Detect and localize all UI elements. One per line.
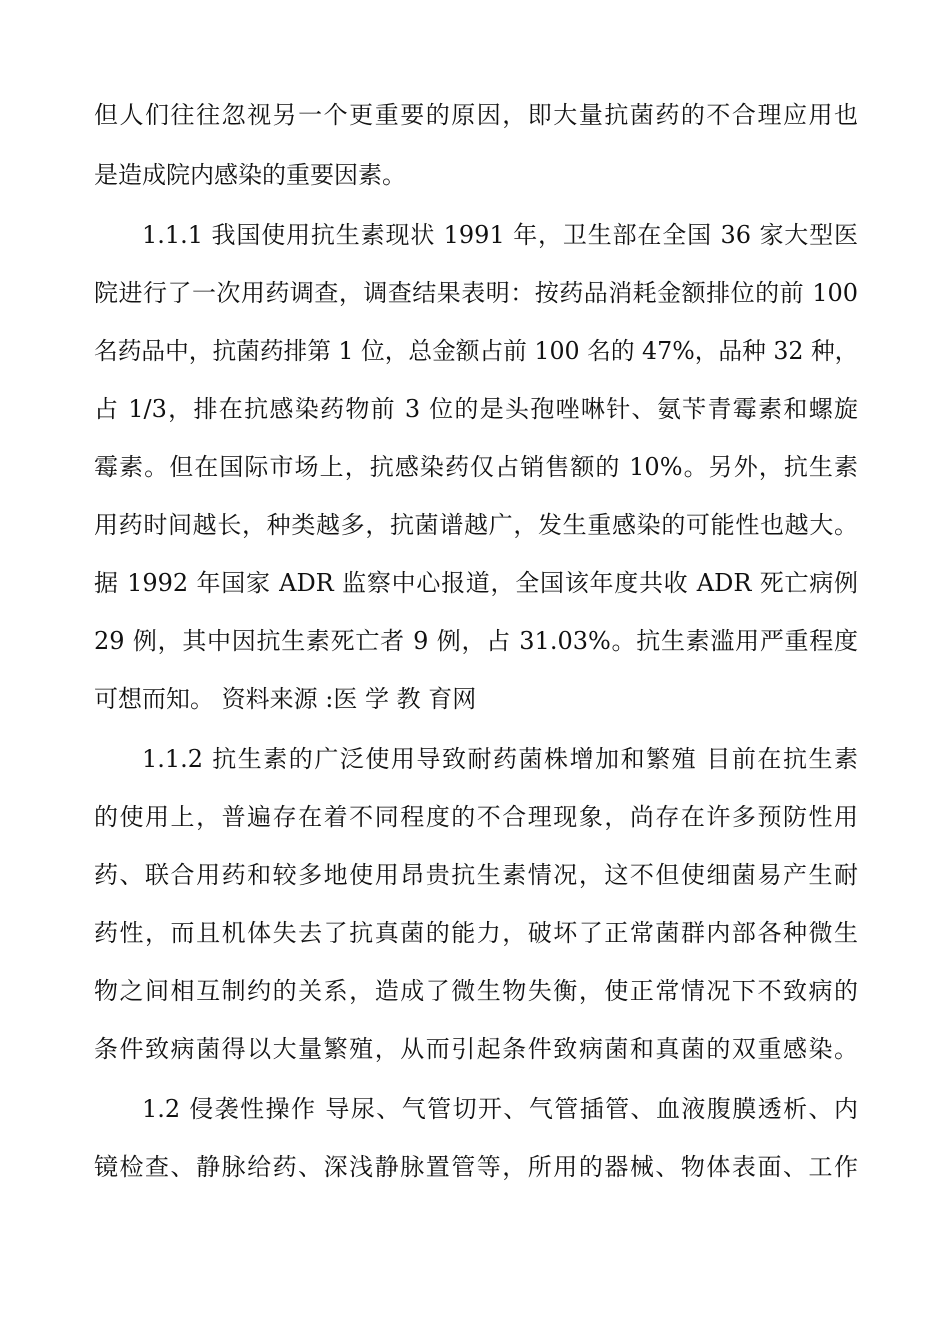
text-line: 条件致病菌得以大量繁殖，从而引起条件致病菌和真菌的双重感染。 (94, 1035, 858, 1063)
section-heading-1-1-1: 1.1.1 我国使用抗生素现状 1991 年，卫生部在全国 36 家大型医 (142, 221, 858, 249)
text-line: 物之间相互制约的关系，造成了微生物失衡，使正常情况下不致病的 (94, 977, 858, 1005)
text-line: 药、联合用药和较多地使用昂贵抗生素情况，这不但使细菌易产生耐 (94, 861, 858, 889)
text-line: 名药品中，抗菌药排第 1 位，总金额占前 100 名的 47%，品种 32 种， (94, 337, 859, 365)
section-heading-1-1-2: 1.1.2 抗生素的广泛使用导致耐药菌株增加和繁殖 目前在抗生素 (142, 745, 858, 773)
text-line: 占 1/3，排在抗感染药物前 3 位的是头孢唑啉针、氨苄青霉素和螺旋 (94, 395, 858, 423)
text-line: 镜检查、静脉给药、深浅静脉置管等，所用的器械、物体表面、工作 (94, 1153, 858, 1181)
text-line: 据 1992 年国家 ADR 监察中心报道，全国该年度共收 ADR 死亡病例 (94, 569, 858, 597)
text-line: 霉素。但在国际市场上，抗感染药仅占销售额的 10%。另外，抗生素 (94, 453, 858, 481)
text-line: 的使用上，普遍存在着不同程度的不合理现象，尚存在许多预防性用 (94, 803, 858, 831)
text-line: 药性，而且机体失去了抗真菌的能力，破坏了正常菌群内部各种微生 (94, 919, 858, 947)
source-note: 可想而知。 资料来源 :医 学 教 育网 (94, 685, 477, 713)
text-line: 但人们往往忽视另一个更重要的原因，即大量抗菌药的不合理应用也 (94, 101, 858, 129)
text-line: 用药时间越长，种类越多，抗菌谱越广，发生重感染的可能性也越大。 (94, 511, 858, 539)
section-heading-1-2: 1.2 侵袭性操作 导尿、气管切开、气管插管、血液腹膜透析、内 (142, 1095, 858, 1123)
text-line: 29 例，其中因抗生素死亡者 9 例，占 31.03%。抗生素滥用严重程度 (94, 627, 858, 655)
text-line: 是造成院内感染的重要因素。 (94, 161, 406, 189)
text-line: 院进行了一次用药调查，调查结果表明：按药品消耗金额排位的前 100 (94, 279, 858, 307)
